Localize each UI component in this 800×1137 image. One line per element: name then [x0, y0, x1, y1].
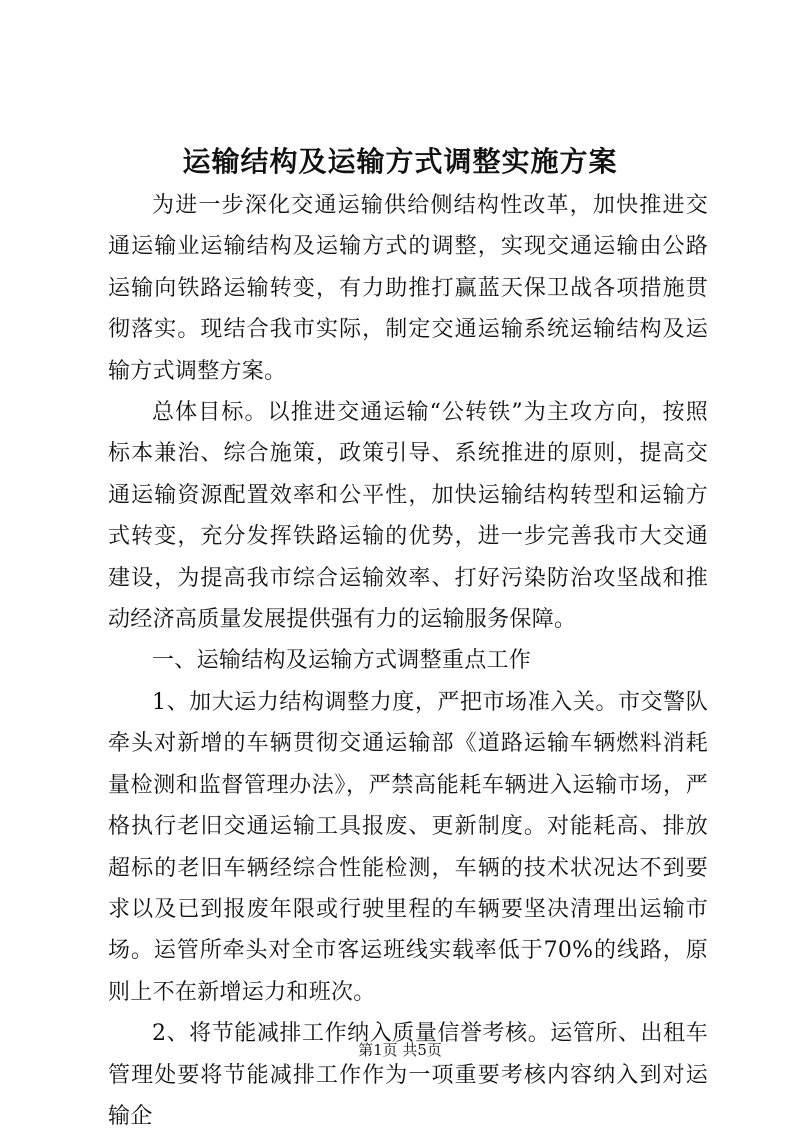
page-number-footer: 第1页 共5页 — [358, 1041, 442, 1059]
document-title: 运输结构及运输方式调整实施方案 — [182, 145, 618, 178]
document-body — [108, 185, 708, 1137]
paragraph-intro: 为进一步深化交通运输供给侧结构性改革，加快推进交通运输业运输结构及运输方式的调整，实现交通运输由公路运输向铁路运输转变，有力助推打赢蓝天保卫战各项措施贯彻落实。现结合我市实际，制定交通运输系统运输结构及运输方式调整方案。 — [108, 193, 708, 384]
paragraph-overall-goal: 总体目标。以推进交通运输“公转铁”为主攻方向，按照标本兼治、综合施策，政策引导、系统推进的原则，提高交通运输资源配置效率和公平性，加快运输结构转型和运输方式转变，充分发挥铁路运输的优势，进一步完善我市大交通建设，为提高我市综合运输效率、打好污染防治攻坚战和推动经济高质量发展提供强有力的运输服务保障。 — [108, 400, 708, 633]
paragraph-item-2: 2、将节能减排工作纳入质量信誉考核。运管所、出租车管理处要将节能减排工作作为一项重要考核内容纳入到对运输企 — [108, 1021, 708, 1129]
section-heading-key-work: 一、运输结构及运输方式调整重点工作 — [152, 648, 532, 674]
paragraph-item-1: 1、加大运力结构调整力度，严把市场准入关。市交警队牵头对新增的车辆贯彻交通运输部《道路运输车辆燃料消耗量检测和监督管理办法》，严禁高能耗车辆进入运输市场，严格执行老旧交通运输工具报废、更新制度。对能耗高、排放超标的老旧车辆经综合性能检测，车辆的技术状况达不到要求以及已到报废年限或行驶里程的车辆要坚决清理出运输市场。运管所牵头对全市客运班线实载率低于70%的线路，原则上不在新增运力和班次。 — [108, 689, 708, 1005]
